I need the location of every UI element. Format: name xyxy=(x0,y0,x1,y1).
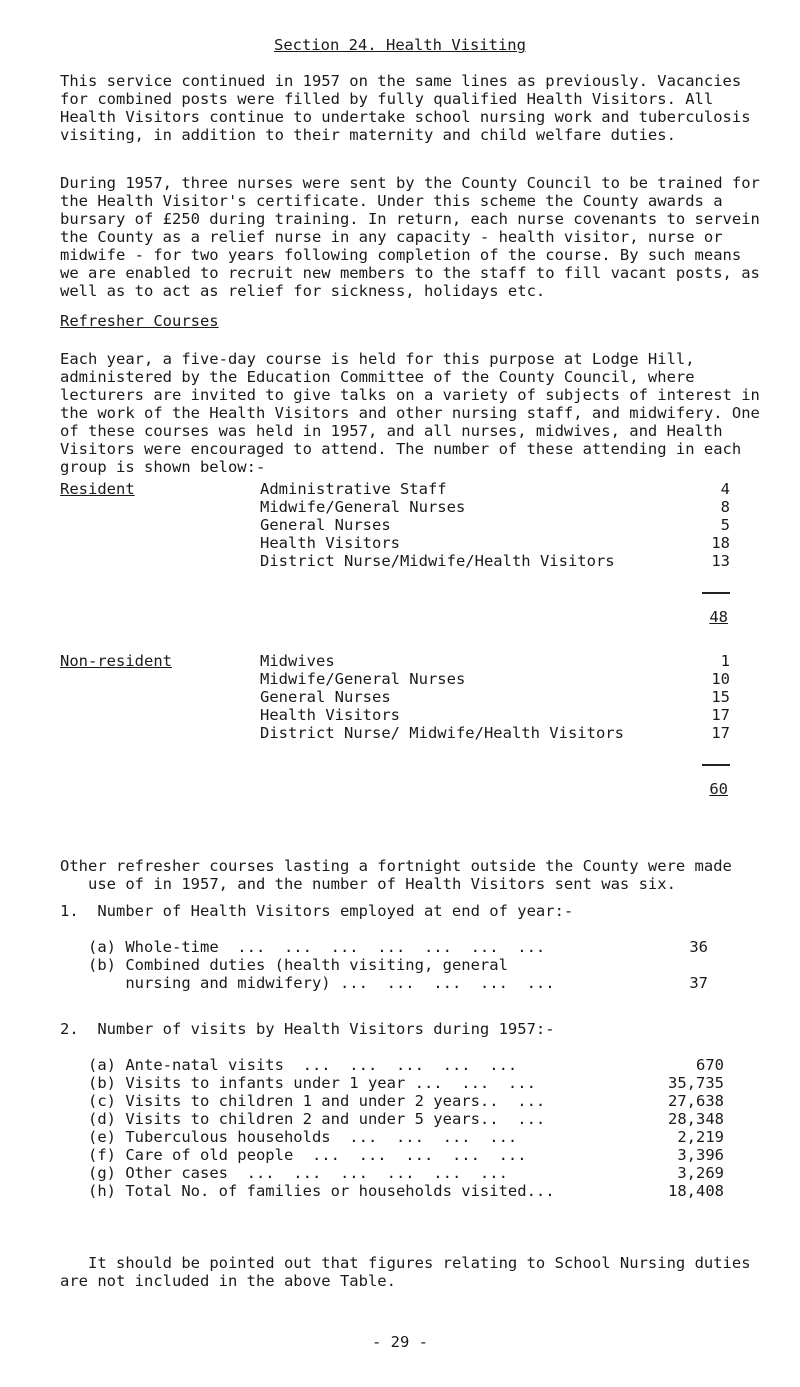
visit-value: 28,348 xyxy=(668,1110,724,1128)
visit-row xyxy=(88,1110,724,1128)
visit-value: 2,219 xyxy=(677,1128,724,1146)
row-label: General Nurses xyxy=(260,688,391,706)
attendance-row xyxy=(260,552,730,570)
row-label: General Nurses xyxy=(260,516,391,534)
page-number: - 29 - xyxy=(372,1333,428,1351)
row-value: 1 xyxy=(720,652,730,670)
training-paragraph: During 1957, three nurses were sent by the County Council to be trained for the Health Visitor's certificate. Under this scheme the County awards a bursary of £250 during training. In return, each nurse covenants to servein the County as a relief nurse in any capacity - health visitor, nurse or midwife - for two years following completion of the course. By such means we are enabled to recruit new members to the staff to fill vacant posts, as well as to act as relief for sickness, holidays etc. xyxy=(60,174,770,300)
visit-value: 18,408 xyxy=(668,1182,724,1200)
footnote-paragraph: It should be pointed out that figures relating to School Nursing duties are not included in the above Table. xyxy=(60,1254,760,1290)
visit-row xyxy=(88,1128,724,1146)
visit-row xyxy=(88,1182,724,1200)
row-label: District Nurse/Midwife/Health Visitors xyxy=(260,552,615,570)
visit-value: 27,638 xyxy=(668,1092,724,1110)
row-label: Administrative Staff xyxy=(260,480,447,498)
employed-label: (b) Combined duties (health visiting, general xyxy=(88,956,508,974)
visits-heading xyxy=(60,1020,760,1038)
attendance-row xyxy=(260,498,730,516)
visit-row xyxy=(88,1146,724,1164)
visit-label: (c) Visits to children 1 and under 2 years.. ... xyxy=(88,1092,546,1110)
non-resident-group xyxy=(60,652,740,842)
employed-heading xyxy=(60,902,760,920)
visit-label: (a) Ante-natal visits ... ... ... ... ... xyxy=(88,1056,518,1074)
attendance-row xyxy=(260,534,730,552)
employed-row xyxy=(88,938,738,956)
attendance-row xyxy=(260,688,730,706)
attendance-row xyxy=(260,516,730,534)
row-value: 5 xyxy=(720,516,730,534)
row-value: 17 xyxy=(711,724,730,742)
visit-label: (b) Visits to infants under 1 year ... ... ... xyxy=(88,1074,536,1092)
row-value: 15 xyxy=(711,688,730,706)
non-resident-total: 60 xyxy=(709,780,728,798)
attendance-row xyxy=(260,670,730,688)
attendance-row xyxy=(260,652,730,670)
row-value: 17 xyxy=(711,706,730,724)
visit-label: (f) Care of old people ... ... ... ... ... xyxy=(88,1146,527,1164)
employed-value: 37 xyxy=(689,974,708,992)
visit-label: (h) Total No. of families or households visited... xyxy=(88,1182,555,1200)
row-label: Midwife/General Nurses xyxy=(260,498,466,516)
other-courses-paragraph: Other refresher courses lasting a fortnight outside the County were made use of in 1957, and the number of Health Visitors sent was six. xyxy=(60,857,742,893)
row-label: District Nurse/ Midwife/Health Visitors xyxy=(260,724,624,742)
employed-value: 36 xyxy=(689,938,708,956)
visit-label: (e) Tuberculous households ... ... ... ... xyxy=(88,1128,518,1146)
resident-label: Resident xyxy=(60,480,135,498)
divider-rule xyxy=(702,592,730,594)
attendance-row xyxy=(260,724,730,742)
section-title: Section 24. Health Visiting xyxy=(274,36,526,54)
row-label: Midwives xyxy=(260,652,335,670)
visits-heading-text: 2. Number of visits by Health Visitors during 1957:- xyxy=(60,1020,555,1038)
visit-row xyxy=(88,1074,724,1092)
visit-label: (g) Other cases ... ... ... ... ... ... xyxy=(88,1164,508,1182)
visit-value: 35,735 xyxy=(668,1074,724,1092)
attendance-row xyxy=(260,480,730,498)
employed-heading-text: 1. Number of Health Visitors employed at end of year:- xyxy=(60,902,574,920)
visit-row xyxy=(88,1092,724,1110)
row-value: 10 xyxy=(711,670,730,688)
row-value: 4 xyxy=(720,480,730,498)
visit-row xyxy=(88,1164,724,1182)
employed-section xyxy=(60,902,760,1012)
visit-label: (d) Visits to children 2 and under 5 years.. ... xyxy=(88,1110,546,1128)
visit-value: 670 xyxy=(696,1056,724,1074)
visit-value: 3,396 xyxy=(677,1146,724,1164)
employed-label: nursing and midwifery) ... ... ... ... ... xyxy=(88,974,555,992)
resident-total: 48 xyxy=(709,608,728,626)
employed-row xyxy=(88,974,738,992)
row-label: Health Visitors xyxy=(260,706,400,724)
attendance-row xyxy=(260,706,730,724)
row-value: 13 xyxy=(711,552,730,570)
refresher-heading: Refresher Courses xyxy=(60,312,219,330)
visits-section xyxy=(60,1020,760,1250)
row-value: 18 xyxy=(711,534,730,552)
divider-rule xyxy=(702,764,730,766)
intro-paragraph: This service continued in 1957 on the same lines as previously. Vacancies for combined posts were filled by fully qualified Health Visitors. All Health Visitors continue to undertake school nursing work and tuberculosis visiting, in addition to their maternity and child welfare duties. xyxy=(60,72,760,144)
resident-group xyxy=(60,480,740,670)
non-resident-label: Non-resident xyxy=(60,652,172,670)
row-label: Health Visitors xyxy=(260,534,400,552)
visit-value: 3,269 xyxy=(677,1164,724,1182)
visit-row xyxy=(88,1056,724,1074)
employed-label: (a) Whole-time ... ... ... ... ... ... ... xyxy=(88,938,546,956)
employed-row xyxy=(88,956,738,974)
refresher-paragraph: Each year, a five-day course is held for this purpose at Lodge Hill, administered by the Education Committee of the County Council, where lecturers are invited to give talks on a variety of subjects of interest in the work of the Health Visitors and other nursing staff, and midwifery. One of these courses was held in 1957, and all nurses, midwives, and Health Visitors were encouraged to attend. The number of these attending in each group is shown below:- xyxy=(60,350,770,476)
row-value: 8 xyxy=(720,498,730,516)
row-label: Midwife/General Nurses xyxy=(260,670,466,688)
